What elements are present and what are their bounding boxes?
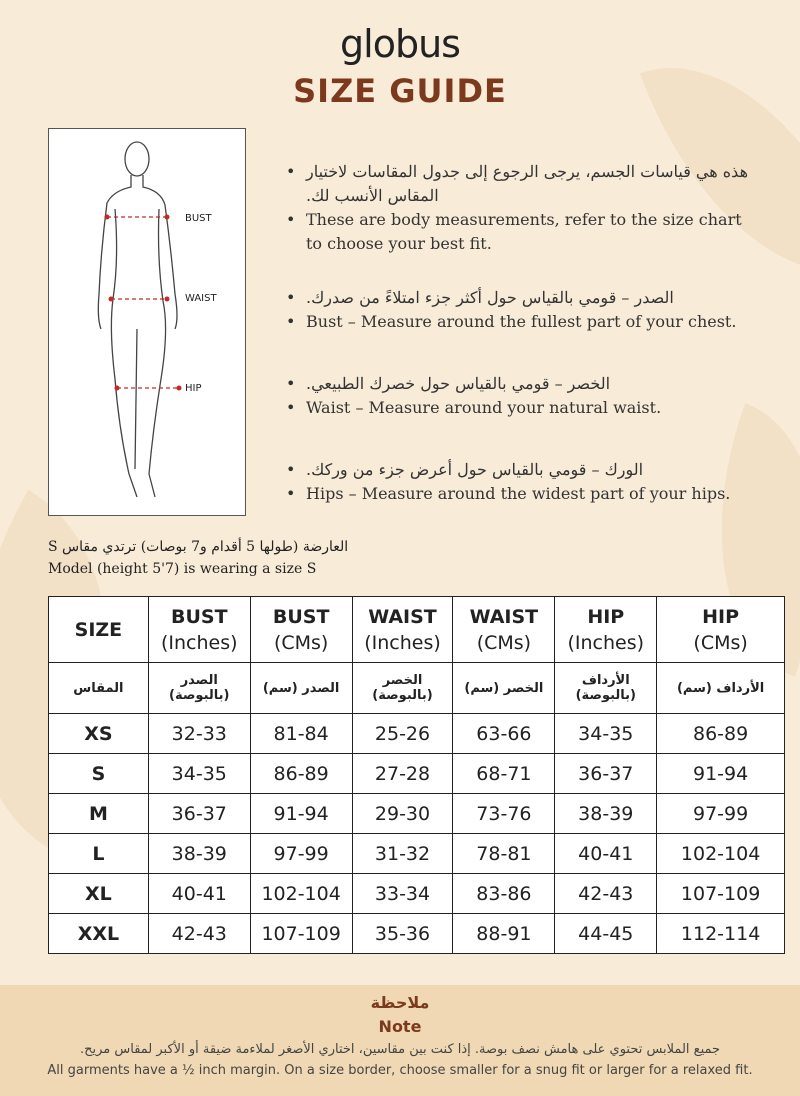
bullet-text-en: Waist – Measure around your natural waist. xyxy=(306,398,662,417)
column-header-text: (CMs) xyxy=(476,631,532,654)
measurement-cell: 40-41 xyxy=(555,834,657,874)
bullet-text-en: These are body measurements, refer to the size chart to choose your best fit. xyxy=(306,210,742,253)
table-row xyxy=(49,754,785,794)
measurement-cell: 112-114 xyxy=(657,914,785,954)
column-header xyxy=(250,597,352,663)
measurement-cell: 86-89 xyxy=(250,754,352,794)
size-cell: XXL xyxy=(49,914,149,954)
measurement-cell: 107-109 xyxy=(250,914,352,954)
column-header-text: BUST xyxy=(170,605,228,628)
bullet-text-en: Bust – Measure around the fullest part of your chest. xyxy=(306,312,737,331)
hip-label: HIP xyxy=(185,383,202,394)
measurement-cell: 91-94 xyxy=(657,754,785,794)
measurement-cell: 102-104 xyxy=(250,874,352,914)
measurement-cell: 44-45 xyxy=(555,914,657,954)
measurement-cell: 83-86 xyxy=(453,874,555,914)
table-row xyxy=(49,834,785,874)
measurement-cell: 78-81 xyxy=(453,834,555,874)
measurement-cell: 88-91 xyxy=(453,914,555,954)
column-header-ar: الصدر (سم) xyxy=(250,663,352,714)
column-header xyxy=(352,597,453,663)
column-header-ar: الخصر (بالبوصة) xyxy=(352,663,453,714)
measurement-cell: 81-84 xyxy=(250,714,352,754)
bullet-text-ar: هذه هي قياسات الجسم، يرجى الرجوع إلى جدول المقاسات لاختيار المقاس الأنسب لك. xyxy=(306,162,749,205)
size-cell: M xyxy=(49,794,149,834)
measurement-cell: 86-89 xyxy=(657,714,785,754)
measurement-cell: 91-94 xyxy=(250,794,352,834)
measurement-cell: 38-39 xyxy=(555,794,657,834)
measurement-cell: 36-37 xyxy=(555,754,657,794)
bullet-group: • الصدر – قومي بالقياس حول أكثر جزء امتلاءً من صدرك. • Bust – Measure around the fullest part of your chest. xyxy=(286,286,756,334)
measurement-cell: 97-99 xyxy=(657,794,785,834)
note-title-ar: ملاحظة xyxy=(370,993,430,1012)
column-header-text: (Inches) xyxy=(364,631,441,654)
size-chart-table xyxy=(48,596,785,954)
column-header-text: (CMs) xyxy=(693,631,748,654)
bullet-text-en: Hips – Measure around the widest part of your hips. xyxy=(306,484,731,503)
table-row xyxy=(49,874,785,914)
column-header-text: WAIST xyxy=(368,605,437,628)
column-header-text: HIP xyxy=(702,605,740,628)
measurement-cell: 34-35 xyxy=(555,714,657,754)
column-header-ar: المقاس xyxy=(49,663,149,714)
brand-logo: globus xyxy=(340,22,460,66)
measurement-cell: 27-28 xyxy=(352,754,453,794)
header-row xyxy=(49,597,785,663)
measurement-cell: 34-35 xyxy=(148,754,250,794)
measurement-cell: 97-99 xyxy=(250,834,352,874)
size-cell: XS xyxy=(49,714,149,754)
bust-label: BUST xyxy=(185,213,212,224)
column-header-text: BUST xyxy=(272,605,330,628)
size-cell: XL xyxy=(49,874,149,914)
measurement-cell: 29-30 xyxy=(352,794,453,834)
column-header-ar: الصدر (بالبوصة) xyxy=(148,663,250,714)
measurement-cell: 25-26 xyxy=(352,714,453,754)
table-row xyxy=(49,794,785,834)
size-cell: L xyxy=(49,834,149,874)
model-info xyxy=(48,536,348,580)
size-cell: S xyxy=(49,754,149,794)
bullet-group: • الورك – قومي بالقياس حول أعرض جزء من وركك. • Hips – Measure around the widest part of your hips. xyxy=(286,458,756,506)
table-row xyxy=(49,714,785,754)
measurement-cell: 33-34 xyxy=(352,874,453,914)
page-title: SIZE GUIDE xyxy=(293,72,507,110)
note-section xyxy=(0,985,800,1096)
note-text-ar: جميع الملابس تحتوي على هامش نصف بوصة. إذا كنت بين مقاسين، اختاري الأصغر لملاءمة ضيقة أو الأكبر لمقاس مريح. xyxy=(79,1042,721,1057)
column-header-text: (CMs) xyxy=(273,631,329,654)
bullet-text-ar: الصدر – قومي بالقياس حول أكثر جزء امتلاءً من صدرك. xyxy=(306,288,674,307)
column-header-text: (Inches) xyxy=(160,631,238,654)
column-header-text: HIP xyxy=(587,605,625,628)
column-header-text: (Inches) xyxy=(567,631,645,654)
column-header-text: WAIST xyxy=(469,605,539,628)
measurement-cell: 102-104 xyxy=(657,834,785,874)
measurement-cell: 32-33 xyxy=(148,714,250,754)
bullet-group: • هذه هي قياسات الجسم، يرجى الرجوع إلى جدول المقاسات لاختيار المقاس الأنسب لك. • These are body measurements, refer to the size chart to choose your best fit. xyxy=(286,160,756,256)
measurement-cell: 107-109 xyxy=(657,874,785,914)
column-header xyxy=(453,597,555,663)
column-header xyxy=(657,597,785,663)
note-title-en: Note xyxy=(378,1017,422,1036)
bullet-text-ar: الورك – قومي بالقياس حول أعرض جزء من وركك. xyxy=(306,460,644,479)
measurement-cell: 36-37 xyxy=(148,794,250,834)
measurement-cell: 42-43 xyxy=(148,914,250,954)
measurement-cell: 31-32 xyxy=(352,834,453,874)
column-header xyxy=(555,597,657,663)
column-header-ar: الخصر (سم) xyxy=(453,663,555,714)
column-header xyxy=(49,597,149,663)
bullet-group: • الخصر – قومي بالقياس حول خصرك الطبيعي. • Waist – Measure around your natural waist. xyxy=(286,372,756,420)
column-header-text: SIZE xyxy=(74,618,123,641)
measurement-cell: 38-39 xyxy=(148,834,250,874)
measurement-cell: 40-41 xyxy=(148,874,250,914)
measurement-cell: 35-36 xyxy=(352,914,453,954)
measurement-cell: 73-76 xyxy=(453,794,555,834)
column-header xyxy=(148,597,250,663)
model-info-ar: العارضة (طولها 5 أقدام و7 بوصات) ترتدي مقاس S xyxy=(48,539,349,555)
body-measurement-figure xyxy=(48,128,246,516)
measurement-cell: 42-43 xyxy=(555,874,657,914)
note-text-en: All garments have a ½ inch margin. On a size border, choose smaller for a snug fit or larger for a relaxed fit. xyxy=(47,1063,753,1078)
measurement-cell: 63-66 xyxy=(453,714,555,754)
waist-label: WAIST xyxy=(185,293,217,304)
arabic-header-row xyxy=(49,663,785,714)
model-info-en: Model (height 5'7) is wearing a size S xyxy=(48,561,317,577)
column-header-ar: الأرداف (سم) xyxy=(657,663,785,714)
column-header-ar: الأرداف (بالبوصة) xyxy=(555,663,657,714)
measurement-instructions xyxy=(286,160,756,532)
bullet-text-ar: الخصر – قومي بالقياس حول خصرك الطبيعي. xyxy=(306,374,611,393)
measurement-cell: 68-71 xyxy=(453,754,555,794)
table-row xyxy=(49,914,785,954)
